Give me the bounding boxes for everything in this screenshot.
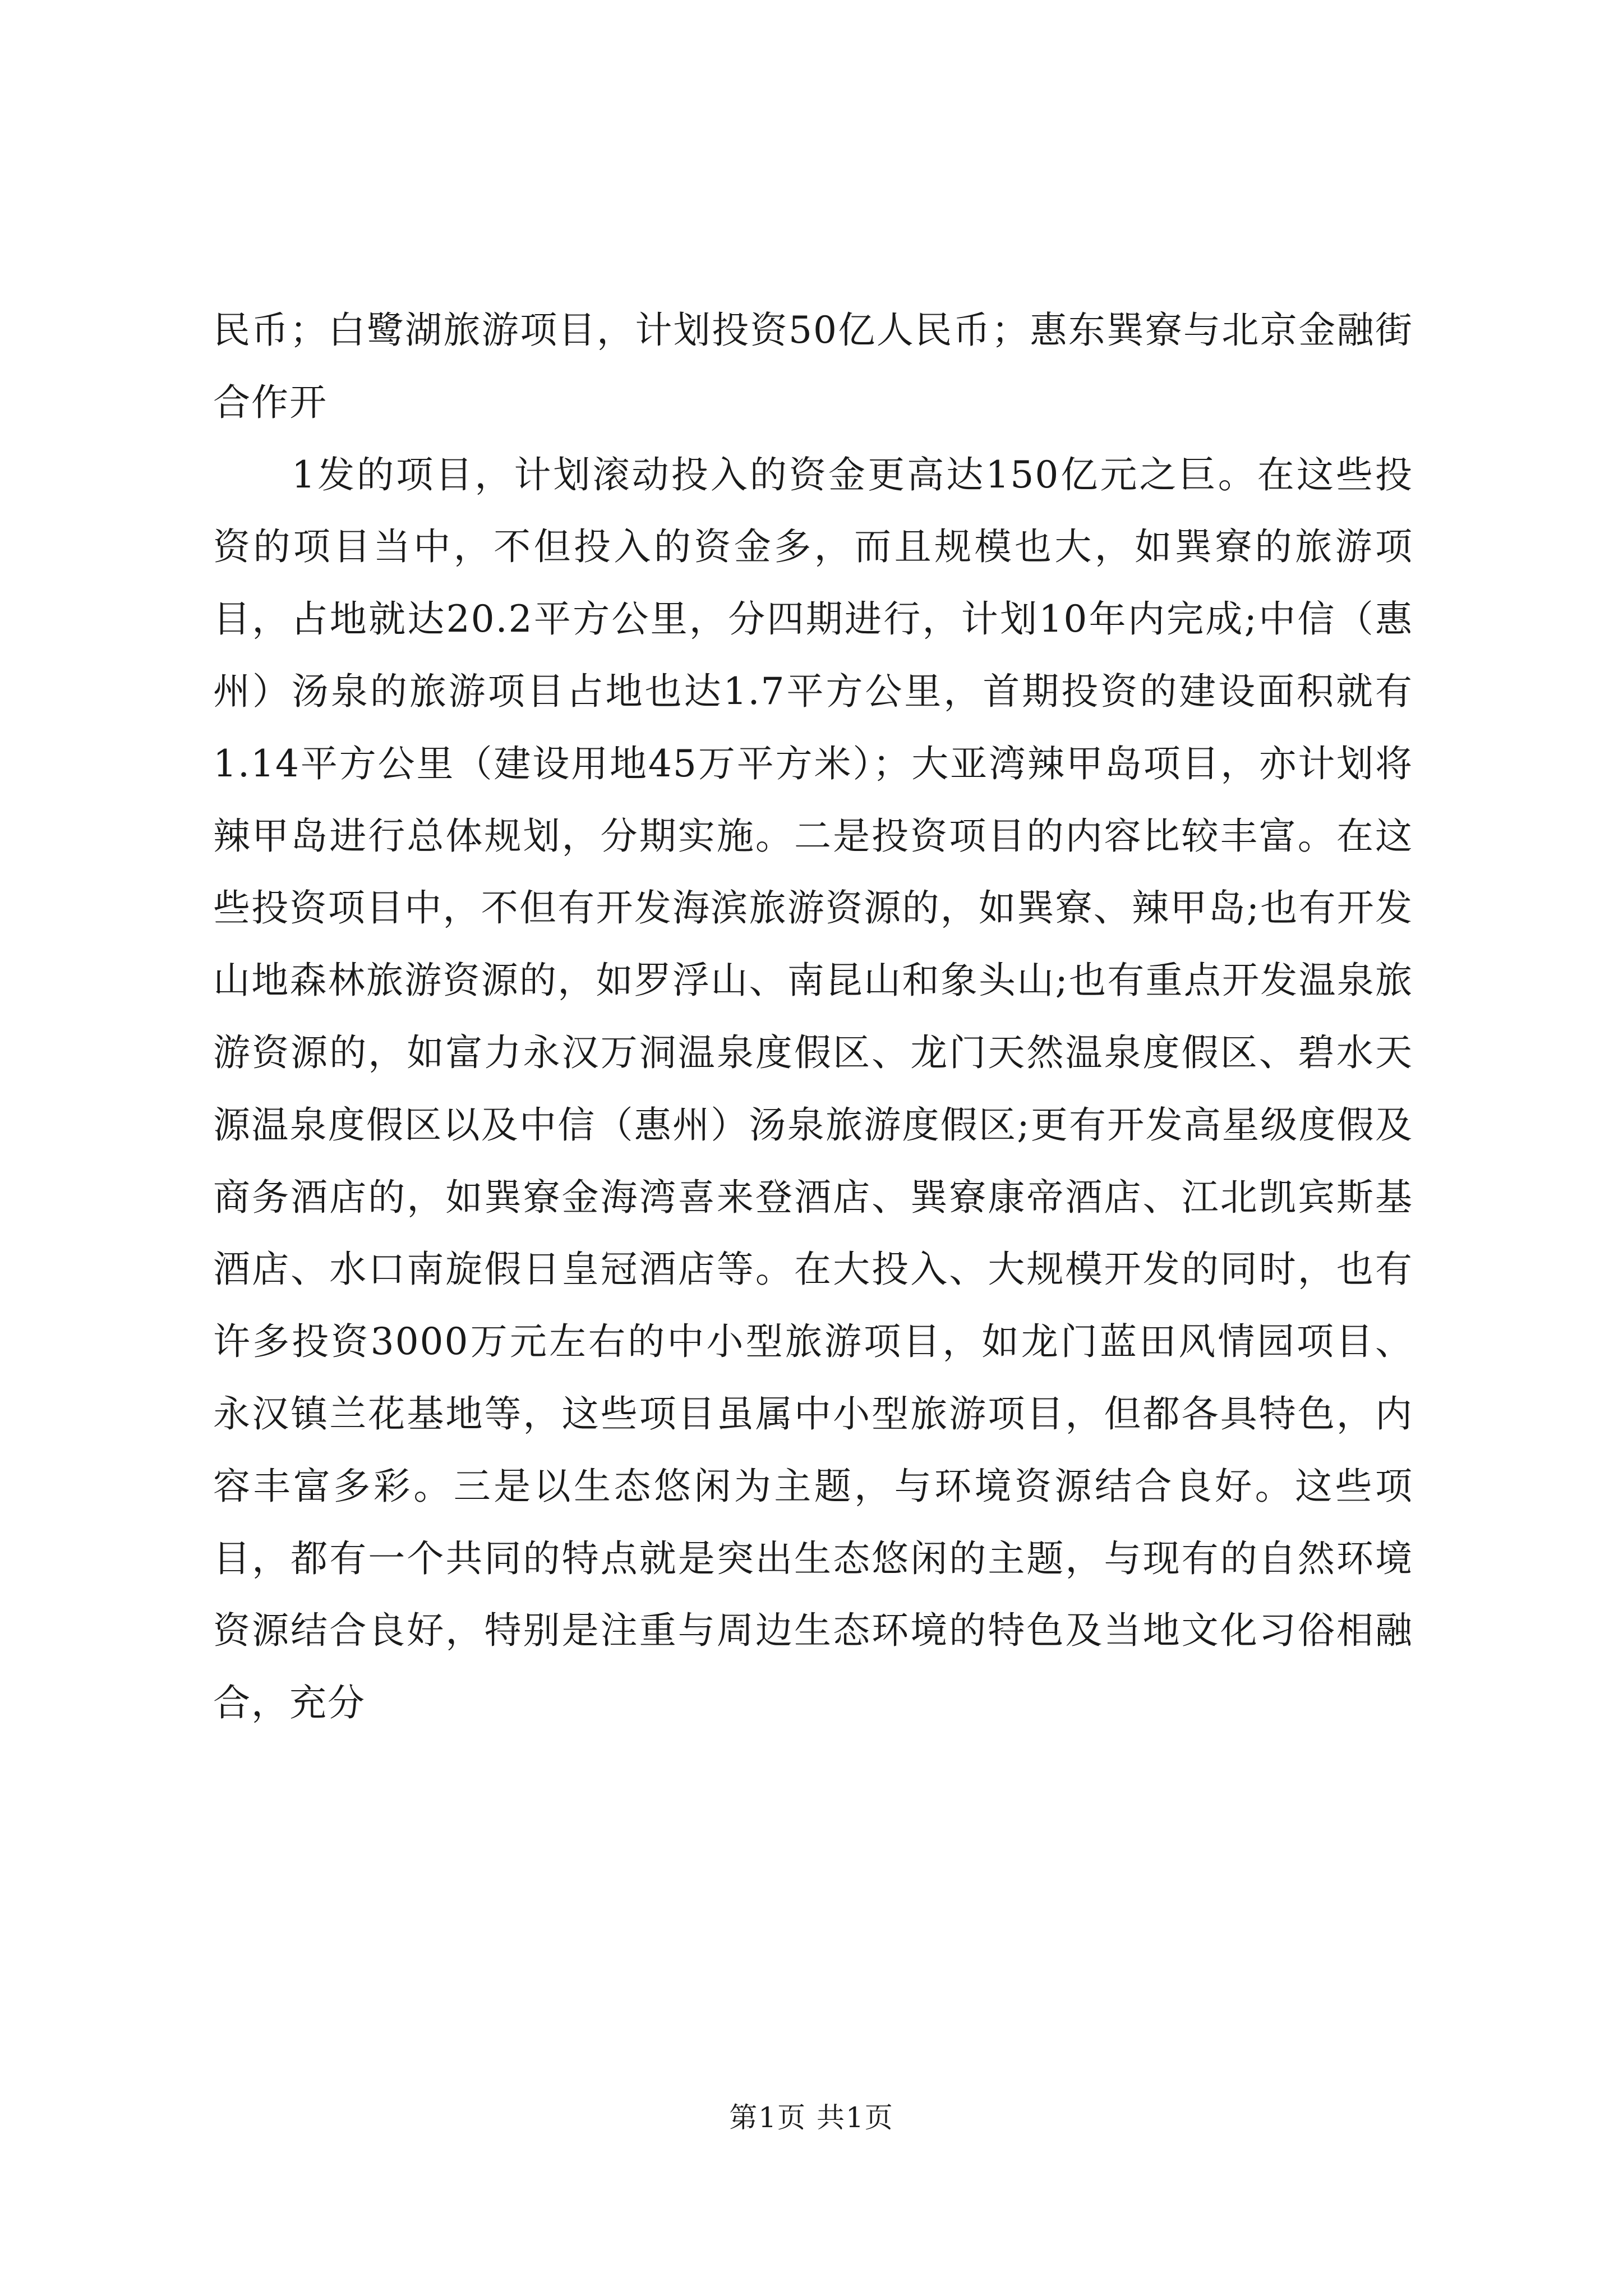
body-text bbox=[213, 295, 1413, 1740]
paragraph-1: 民币；白鹭湖旅游项目，计划投资50亿人民币；惠东巽寮与北京金融街合作开 bbox=[213, 309, 1413, 424]
paragraph-2: 1发的项目，计划滚动投入的资金更高达150亿元之巨。在这些投资的项目当中，不但投入的资金多，而且规模也大，如巽寮的旅游项目，占地就达20.2平方公里，分四期进行，计划10年内完成;中信（惠州）汤泉的旅游项目占地也达1.7平方公里，首期投资的建设面积就有1.14平方公里（建设用地45万平方米）；大亚湾辣甲岛项目，亦计划将辣甲岛进行总体规划，分期实施。二是投资项目的内容比较丰富。在这些投资项目中，不但有开发海滨旅游资源的，如巽寮、辣甲岛;也有开发山地森林旅游资源的，如罗浮山、南昆山和象头山;也有重点开发温泉旅游资源的，如富力永汉万洞温泉度假区、龙门天然温泉度假区、碧水天源温泉度假区以及中信（惠州）汤泉旅游度假区;更有开发高星级度假及商务酒店的，如巽寮金海湾喜来登酒店、巽寮康帝酒店、江北凯宾斯基酒店、水口南旋假日皇冠酒店等。在大投入、大规模开发的同时，也有许多投资3000万元左右的中小型旅游项目，如龙门蓝田风情园项目、永汉镇兰花基地等，这些项目虽属中小型旅游项目，但都各具特色，内容丰富多彩。三是以生态悠闲为主题，与环境资源结合良好。这些项目，都有一个共同的特点就是突出生态悠闲的主题，与现有的自然环境资源结合良好，特别是注重与周边生态环境的特色及当地文化习俗相融合，充分 bbox=[213, 453, 1413, 1725]
page-footer: 第1页 共1页 bbox=[729, 2101, 894, 2134]
